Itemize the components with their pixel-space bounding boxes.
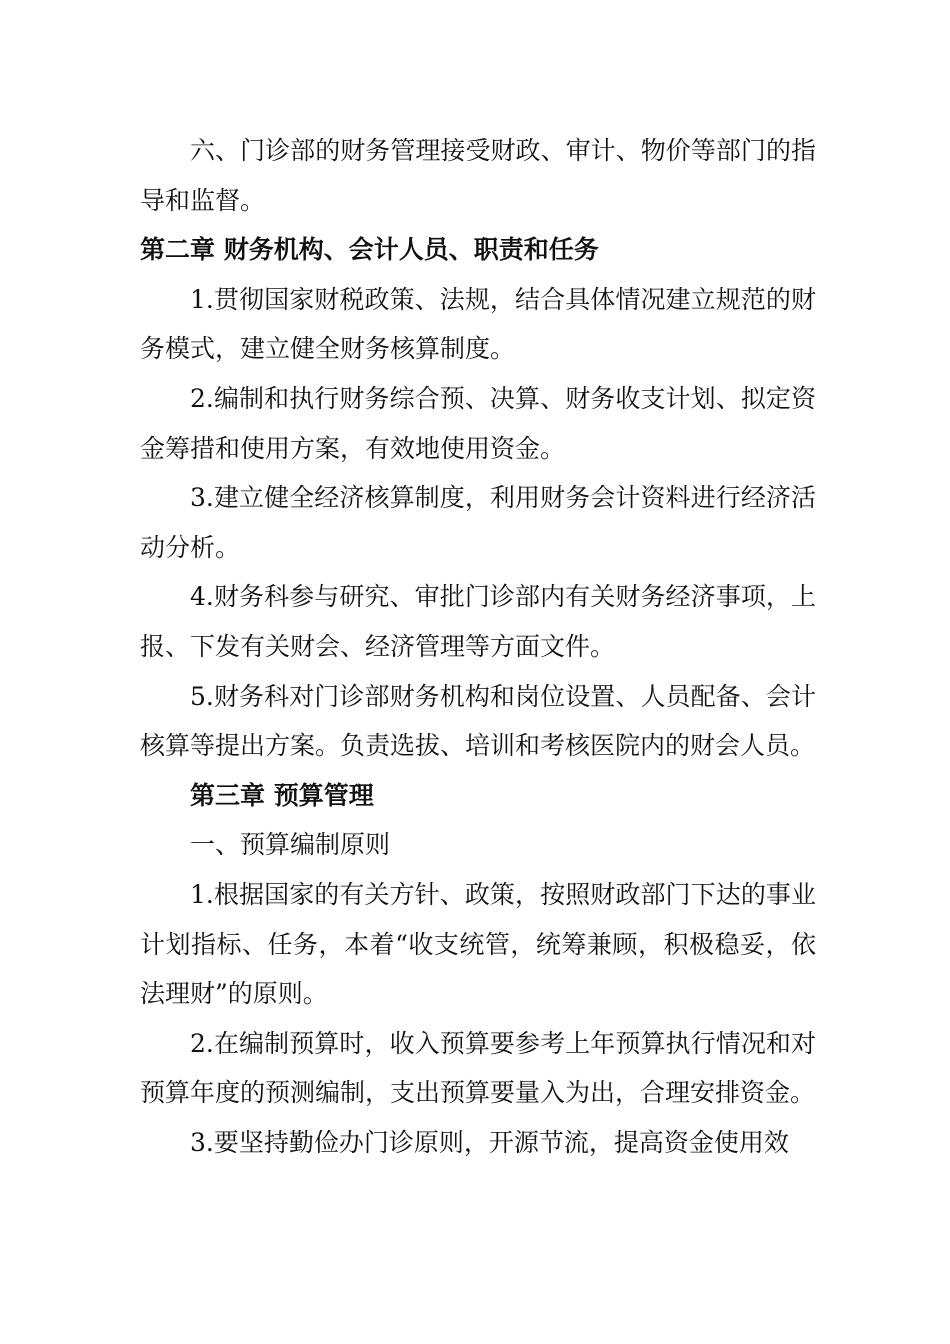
paragraph-item-3: 3.建立健全经济核算制度，利用财务会计资料进行经济活动分析。	[140, 483, 816, 562]
paragraph-item-2: 2.编制和执行财务综合预、决算、财务收支计划、拟定资金筹措和使用方案，有效地使用资金。	[140, 383, 816, 463]
section-one-heading: 一、预算编制原则	[190, 830, 391, 860]
chapter-two-heading: 第二章 财务机构、会计人员、职责和任务	[140, 235, 599, 265]
paragraph-item-1: 1.贯彻国家财税政策、法规，结合具体情况建立规范的财务模式，建立健全财务核算制度。	[140, 284, 816, 364]
budget-principle-2: 2.在编制预算时，收入预算要参考上年预算执行情况和对预算年度的预测编制，支出预算要量入为出，合理安排资金。	[140, 1028, 816, 1108]
chapter-three-heading: 第三章 预算管理	[190, 780, 374, 810]
paragraph-item-4: 4.财务科参与研究、审批门诊部内有关财务经济事项，上报、下发有关财会、经济管理等方面文件。	[140, 582, 816, 661]
document-page	[140, 126, 816, 1167]
budget-principle-1: 1.根据国家的有关方针、政策，按照财政部门下达的事业计划指标、任务，本着“收支统管，统筹兼顾，积极稳妥，依法理财”的原则。	[140, 879, 816, 1009]
paragraph-item-5: 5.财务科对门诊部财务机构和岗位设置、人员配备、会计核算等提出方案。负责选拔、培训和考核医院内的财会人员。	[140, 681, 816, 761]
paragraph-section-six: 六、门诊部的财务管理接受财政、审计、物价等部门的指导和监督。	[140, 136, 816, 215]
budget-principle-3: 3.要坚持勤俭办门诊原则，开源节流，提高资金使用效	[190, 1127, 789, 1157]
